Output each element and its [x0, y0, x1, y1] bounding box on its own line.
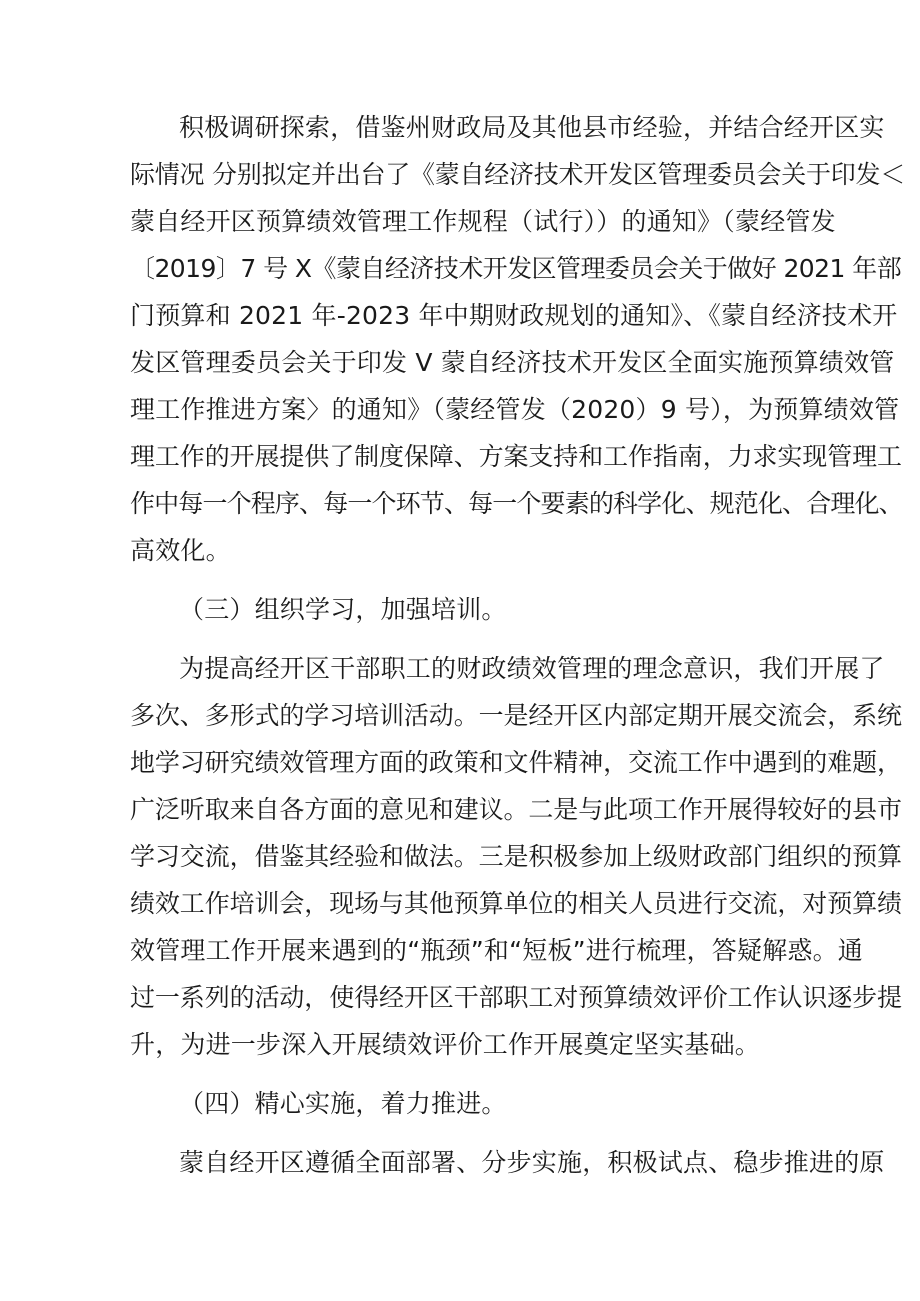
paragraph-line: 〔2019〕7 号 X《蒙自经济技术开发区管理委员会关于做好 2021 年部 — [130, 254, 902, 283]
section-heading: （四）精心实施，着力推进。 — [179, 1089, 507, 1118]
paragraph-line: 理工作推进方案〉的通知》（蒙经管发（2020）9 号），为预算绩效管 — [130, 395, 900, 424]
paragraph-line: 地学习研究绩效管理方面的政策和文件精神，交流工作中遇到的难题， — [130, 748, 902, 777]
paragraph-line: 多次、多形式的学习培训活动。一是经开区内部定期开展交流会，系统 — [130, 701, 902, 730]
section-heading: （三）组织学习，加强培训。 — [179, 595, 507, 624]
paragraph-line: 理工作的开展提供了制度保障、方案支持和工作指南，力求实现管理工 — [130, 442, 902, 471]
paragraph-line: 作中每一个程序、每一个环节、每一个要素的科学化、规范化、合理化、 — [130, 489, 903, 518]
paragraph-line: 效管理工作开展来遇到的“瓶颈”和“短板”进行梳理，答疑解惑。通 — [130, 936, 864, 965]
paragraph-line: 广泛听取来自各方面的意见和建议。二是与此项工作开展得较好的县市 — [130, 795, 902, 824]
paragraph-line: 升，为进一步深入开展绩效评价工作开展奠定坚实基础。 — [130, 1030, 761, 1059]
paragraph-line: 绩效工作培训会，现场与其他预算单位的相关人员进行交流，对预算绩 — [130, 889, 902, 918]
paragraph-line: 高效化。 — [130, 536, 231, 565]
paragraph-line: 门预算和 2021 年-2023 年中期财政规划的通知》、《蒙自经济技术开 — [130, 301, 898, 330]
paragraph-line: 学习交流，借鉴其经验和做法。三是积极参加上级财政部门组织的预算 — [130, 842, 902, 871]
paragraph-line: 蒙自经开区遵循全面部署、分步实施，积极试点、稳步推进的原 — [179, 1148, 885, 1177]
paragraph-line: 为提高经开区干部职工的财政绩效管理的理念意识，我们开展了 — [179, 654, 885, 683]
paragraph-line: 际情况 分别拟定并出台了《蒙自经济技术开发区管理委员会关于印发＜ — [130, 160, 905, 189]
paragraph-line: 蒙自经开区预算绩效管理工作规程（试行））的通知》（蒙经管发 — [130, 207, 836, 236]
paragraph-line: 发区管理委员会关于印发 V 蒙自经济技术开发区全面实施预算绩效管 — [130, 348, 895, 377]
paragraph-line: 过一系列的活动，使得经开区干部职工对预算绩效评价工作认识逐步提 — [130, 983, 902, 1012]
paragraph-line: 积极调研探索，借鉴州财政局及其他县市经验，并结合经开区实 — [179, 113, 885, 142]
